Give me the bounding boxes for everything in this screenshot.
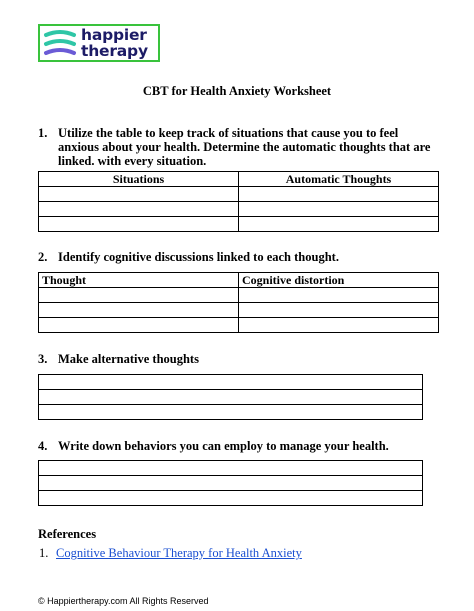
- question-4: [38, 439, 438, 453]
- header-thought: Thought: [39, 273, 239, 288]
- table-row: [39, 405, 423, 420]
- header-cognitive-distortion: Cognitive distortion: [239, 273, 439, 288]
- question-4-text: Write down behaviors you can employ to manage your health.: [58, 439, 389, 453]
- thought-cell[interactable]: [39, 288, 239, 303]
- logo-text: [81, 27, 148, 59]
- thought-cell[interactable]: [39, 303, 239, 318]
- thought-cell[interactable]: [239, 217, 439, 232]
- distortion-cell[interactable]: [239, 288, 439, 303]
- behaviors-table: [38, 460, 423, 506]
- table-row: [39, 375, 423, 390]
- logo-line-1: happier: [81, 26, 147, 44]
- distortion-cell[interactable]: [239, 303, 439, 318]
- table-header-row: [39, 273, 439, 288]
- table-row: [39, 476, 423, 491]
- answer-cell[interactable]: [39, 491, 423, 506]
- cognitive-distortion-table: [38, 272, 439, 333]
- table-row: [39, 187, 439, 202]
- table-row: [39, 202, 439, 217]
- thought-cell[interactable]: [239, 202, 439, 217]
- logo-line-2: therapy: [81, 42, 148, 60]
- question-2-text: Identify cognitive discussions linked to each thought.: [58, 250, 339, 264]
- reference-link[interactable]: Cognitive Behaviour Therapy for Health Anxiety: [56, 546, 302, 560]
- table-header-row: [39, 172, 439, 187]
- answer-cell[interactable]: [39, 461, 423, 476]
- header-automatic-thoughts: Automatic Thoughts: [239, 172, 439, 187]
- table-row: [39, 461, 423, 476]
- situation-cell[interactable]: [39, 187, 239, 202]
- table-row: [39, 491, 423, 506]
- reference-item: [39, 546, 302, 561]
- header-situations: Situations: [39, 172, 239, 187]
- question-3-number: 3.: [38, 352, 48, 366]
- reference-number: 1.: [39, 546, 49, 560]
- copyright-footer: © Happiertherapy.com All Rights Reserved: [38, 596, 209, 606]
- logo-waves-icon: [43, 29, 77, 59]
- table-row: [39, 288, 439, 303]
- answer-cell[interactable]: [39, 390, 423, 405]
- table-row: [39, 390, 423, 405]
- question-2-number: 2.: [38, 250, 48, 264]
- references-heading: References: [38, 527, 97, 541]
- answer-cell[interactable]: [39, 405, 423, 420]
- answer-cell[interactable]: [39, 375, 423, 390]
- worksheet-title: CBT for Health Anxiety Worksheet: [142, 84, 332, 98]
- answer-cell[interactable]: [39, 476, 423, 491]
- question-1-number: 1.: [38, 126, 48, 140]
- question-1-text: Utilize the table to keep track of situations that cause you to feel anxious about your health. Determine the automatic thoughts that are linked. with every situation.: [58, 126, 431, 168]
- question-1: [38, 126, 438, 168]
- happier-therapy-logo: [38, 24, 160, 62]
- question-3: [38, 352, 438, 366]
- question-3-text: Make alternative thoughts: [58, 352, 199, 366]
- thought-cell[interactable]: [239, 187, 439, 202]
- table-row: [39, 303, 439, 318]
- thought-cell[interactable]: [39, 318, 239, 333]
- question-4-number: 4.: [38, 439, 48, 453]
- situation-cell[interactable]: [39, 202, 239, 217]
- table-row: [39, 217, 439, 232]
- situation-cell[interactable]: [39, 217, 239, 232]
- table-row: [39, 318, 439, 333]
- situations-table: [38, 171, 439, 232]
- alternative-thoughts-table: [38, 374, 423, 420]
- question-2: [38, 250, 438, 264]
- distortion-cell[interactable]: [239, 318, 439, 333]
